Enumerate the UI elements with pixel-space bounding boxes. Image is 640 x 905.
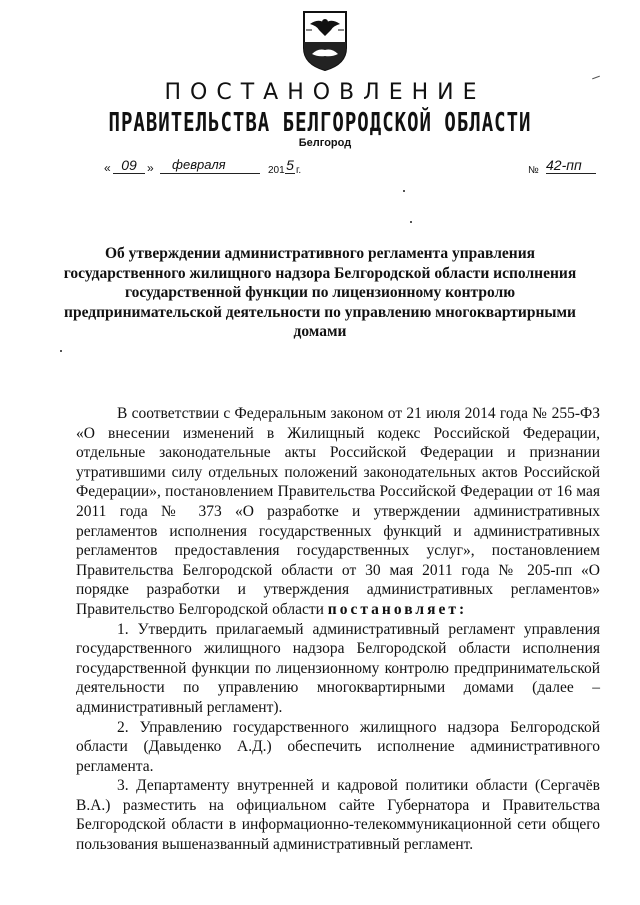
scan-mark	[60, 350, 62, 352]
date-close-quote: »	[147, 161, 154, 175]
document-number: 42-пп	[546, 157, 596, 174]
city-name: Белгород	[298, 137, 352, 149]
document-number-label: №	[528, 165, 539, 176]
coat-of-arms-emblem	[300, 10, 350, 72]
document-type-heading: ПОСТАНОВЛЕНИЕ	[164, 80, 486, 105]
date-year-prefix: 201	[268, 165, 285, 176]
decree-word: постановляет:	[327, 600, 468, 618]
date-year-digit: 5	[286, 157, 294, 173]
preamble-text: В соответствии с Федеральным законом от 21 июля 2014 года № 255-ФЗ «О внесении изменений в Жилищный кодекс Российской Федерации, отдельные законодательные акты Российской Федерации и признании утратившими силу отдельных положений законодательных актов Российской Федерации», постановлением Правительства Российской Федерации от 16 мая 2011 года № 373 «О разработке и утверждении административных регламентов исполнения государственных функций и административных регламентов предоставления государственных услуг», постановлением Правительства Белгородской области от 30 мая 2011 года № 205-пп «О порядке разработки и утверждения административных регламентов» Правительство Белгородской области	[76, 405, 600, 618]
date-open-quote: «	[104, 161, 111, 175]
date-month: февраля	[160, 157, 260, 174]
decree-item-3: 3. Департаменту внутренней и кадровой политики области (Сергачёв В.А.) разместить на официальном сайте Губернатора и Правительства Белгородской области в информационно-телекоммуникационной сети общего пользования вышеназванный административный регламент.	[76, 777, 600, 854]
decree-item-1: 1. Утвердить прилагаемый административный регламент управления государственного жилищного надзора Белгородской области исполнения государственной функции по лицензионному контролю предпринимательской деятельности по управлению многоквартирными домами (далее – административный регламент).	[76, 620, 600, 716]
document-body	[76, 404, 600, 855]
preamble-paragraph	[76, 404, 600, 620]
decree-item-2: 2. Управлению государственного жилищного надзора Белгородской области (Давыденко А.Д.) обеспечить исполнение административного регламента.	[76, 718, 600, 775]
scan-mark	[403, 190, 405, 192]
scan-mark	[592, 76, 600, 80]
date-year-suffix: г.	[296, 165, 302, 176]
date-day: 09	[113, 157, 145, 174]
scan-mark	[410, 221, 412, 223]
issuing-authority: ПРАВИТЕЛЬСТВА БЕЛГОРОДСКОЙ ОБЛАСТИ	[108, 108, 532, 138]
document-title: Об утверждении административного регламента управления государственного жилищного надзора Белгородской области исполнения государственной функции по лицензионному контролю предпринимательской деятельности по управлению многоквартирными домами	[63, 245, 577, 340]
